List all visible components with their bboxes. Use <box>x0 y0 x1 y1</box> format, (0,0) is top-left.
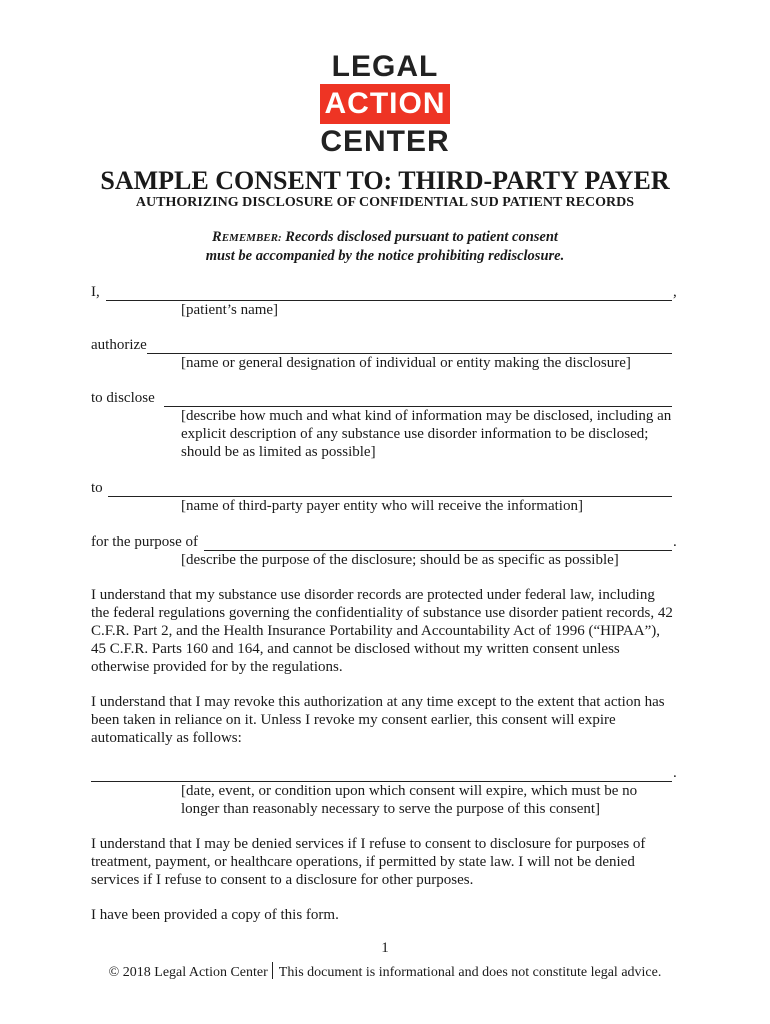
paragraph-line: automatically as follows: <box>91 730 242 746</box>
paragraph-line: treatment, payment, or healthcare operations, if permitted by state law. I will not be denied <box>91 854 635 870</box>
expiration-period: . <box>673 765 677 781</box>
disclose-row <box>91 389 681 407</box>
expiration-hint-line: longer than reasonably necessary to serve the purpose of this consent] <box>181 801 601 817</box>
purpose-period: . <box>673 534 677 550</box>
recipient-name-field[interactable] <box>108 482 672 497</box>
form-title: SAMPLE CONSENT TO: THIRD-PARTY PAYER <box>100 166 670 195</box>
paragraph-line: I understand that I may be denied services if I refuse to consent to disclosure for purposes of <box>91 836 646 852</box>
remember-line1: Records disclosed pursuant to patient consent <box>281 229 558 245</box>
recipient-row <box>91 479 681 497</box>
paragraph-line: otherwise provided for by the regulations. <box>91 659 343 675</box>
patient-name-hint: [patient’s name] <box>181 302 279 318</box>
recipient-label: to <box>91 480 107 496</box>
remember-notice <box>0 228 770 265</box>
purpose-hint: [describe the purpose of the disclosure; should be as specific as possible] <box>181 552 619 568</box>
paragraph-line: services if I refuse to consent to a disclosure for other purposes. <box>91 872 474 888</box>
logo-line-action: ACTION <box>320 84 450 124</box>
footer <box>0 962 770 981</box>
authorize-row <box>91 336 681 354</box>
logo-line-center: CENTER <box>320 125 450 158</box>
paragraph-line: I understand that I may revoke this authorization at any time except to the extent that action has <box>91 694 665 710</box>
information-hint-line: explicit description of any substance use disorder information to be disclosed; <box>181 426 649 442</box>
paragraph-line: I understand that my substance use disorder records are protected under federal law, including <box>91 587 655 603</box>
patient-name-label: I, <box>91 284 104 300</box>
form-subtitle: AUTHORIZING DISCLOSURE OF CONFIDENTIAL SUD PATIENT RECORDS <box>135 195 635 210</box>
footer-copyright: © 2018 Legal Action Center <box>108 965 268 980</box>
patient-name-field[interactable] <box>106 286 673 301</box>
disclose-label: to disclose <box>91 390 163 406</box>
paragraph-line: 45 C.F.R. Parts 160 and 164, and cannot be disclosed without my written consent unless <box>91 641 620 657</box>
footer-disclaimer: This document is informational and does not constitute legal advice. <box>278 965 662 980</box>
information-disclosed-hint <box>181 407 681 461</box>
paragraph-line: the federal regulations governing the confidentiality of substance use disorder patient records, 42 <box>91 605 673 621</box>
patient-name-row <box>91 283 681 301</box>
remember-word: EMEMBER: <box>221 232 282 244</box>
discloser-name-field[interactable] <box>147 339 672 354</box>
purpose-row <box>91 533 681 551</box>
denied-services-paragraph <box>91 835 681 889</box>
revoke-paragraph <box>91 693 681 747</box>
legal-action-center-logo <box>0 50 770 158</box>
copy-provided-statement: I have been provided a copy of this form. <box>91 907 339 923</box>
expiration-hint <box>181 782 681 818</box>
logo-line-legal: LEGAL <box>331 50 439 83</box>
expiration-field[interactable] <box>91 767 672 782</box>
expiration-row <box>91 764 681 782</box>
remember-first-letter: R <box>212 229 222 245</box>
recipient-name-hint: [name of third-party payer entity who will receive the information] <box>181 498 583 514</box>
patient-name-comma: , <box>673 284 677 300</box>
page-number: 1 <box>381 940 389 956</box>
discloser-name-hint: [name or general designation of individual or entity making the disclosure] <box>181 355 631 371</box>
information-disclosed-field[interactable] <box>164 392 672 407</box>
paragraph-line: C.F.R. Part 2, and the Health Insurance Portability and Accountability Act of 1996 (“HIPAA”), <box>91 623 660 639</box>
expiration-hint-line: [date, event, or condition upon which consent will expire, which must be no <box>181 783 638 799</box>
purpose-label: for the purpose of <box>91 534 202 550</box>
information-hint-line: [describe how much and what kind of information may be disclosed, including an <box>181 408 672 424</box>
purpose-field[interactable] <box>204 536 672 551</box>
footer-separator <box>272 962 273 979</box>
paragraph-line: been taken in reliance on it. Unless I revoke my consent earlier, this consent will expire <box>91 712 616 728</box>
authorize-label: authorize <box>91 337 147 353</box>
remember-line2: must be accompanied by the notice prohibiting redisclosure. <box>205 248 565 264</box>
information-hint-line: should be as limited as possible] <box>181 444 376 460</box>
federal-law-paragraph <box>91 586 681 676</box>
